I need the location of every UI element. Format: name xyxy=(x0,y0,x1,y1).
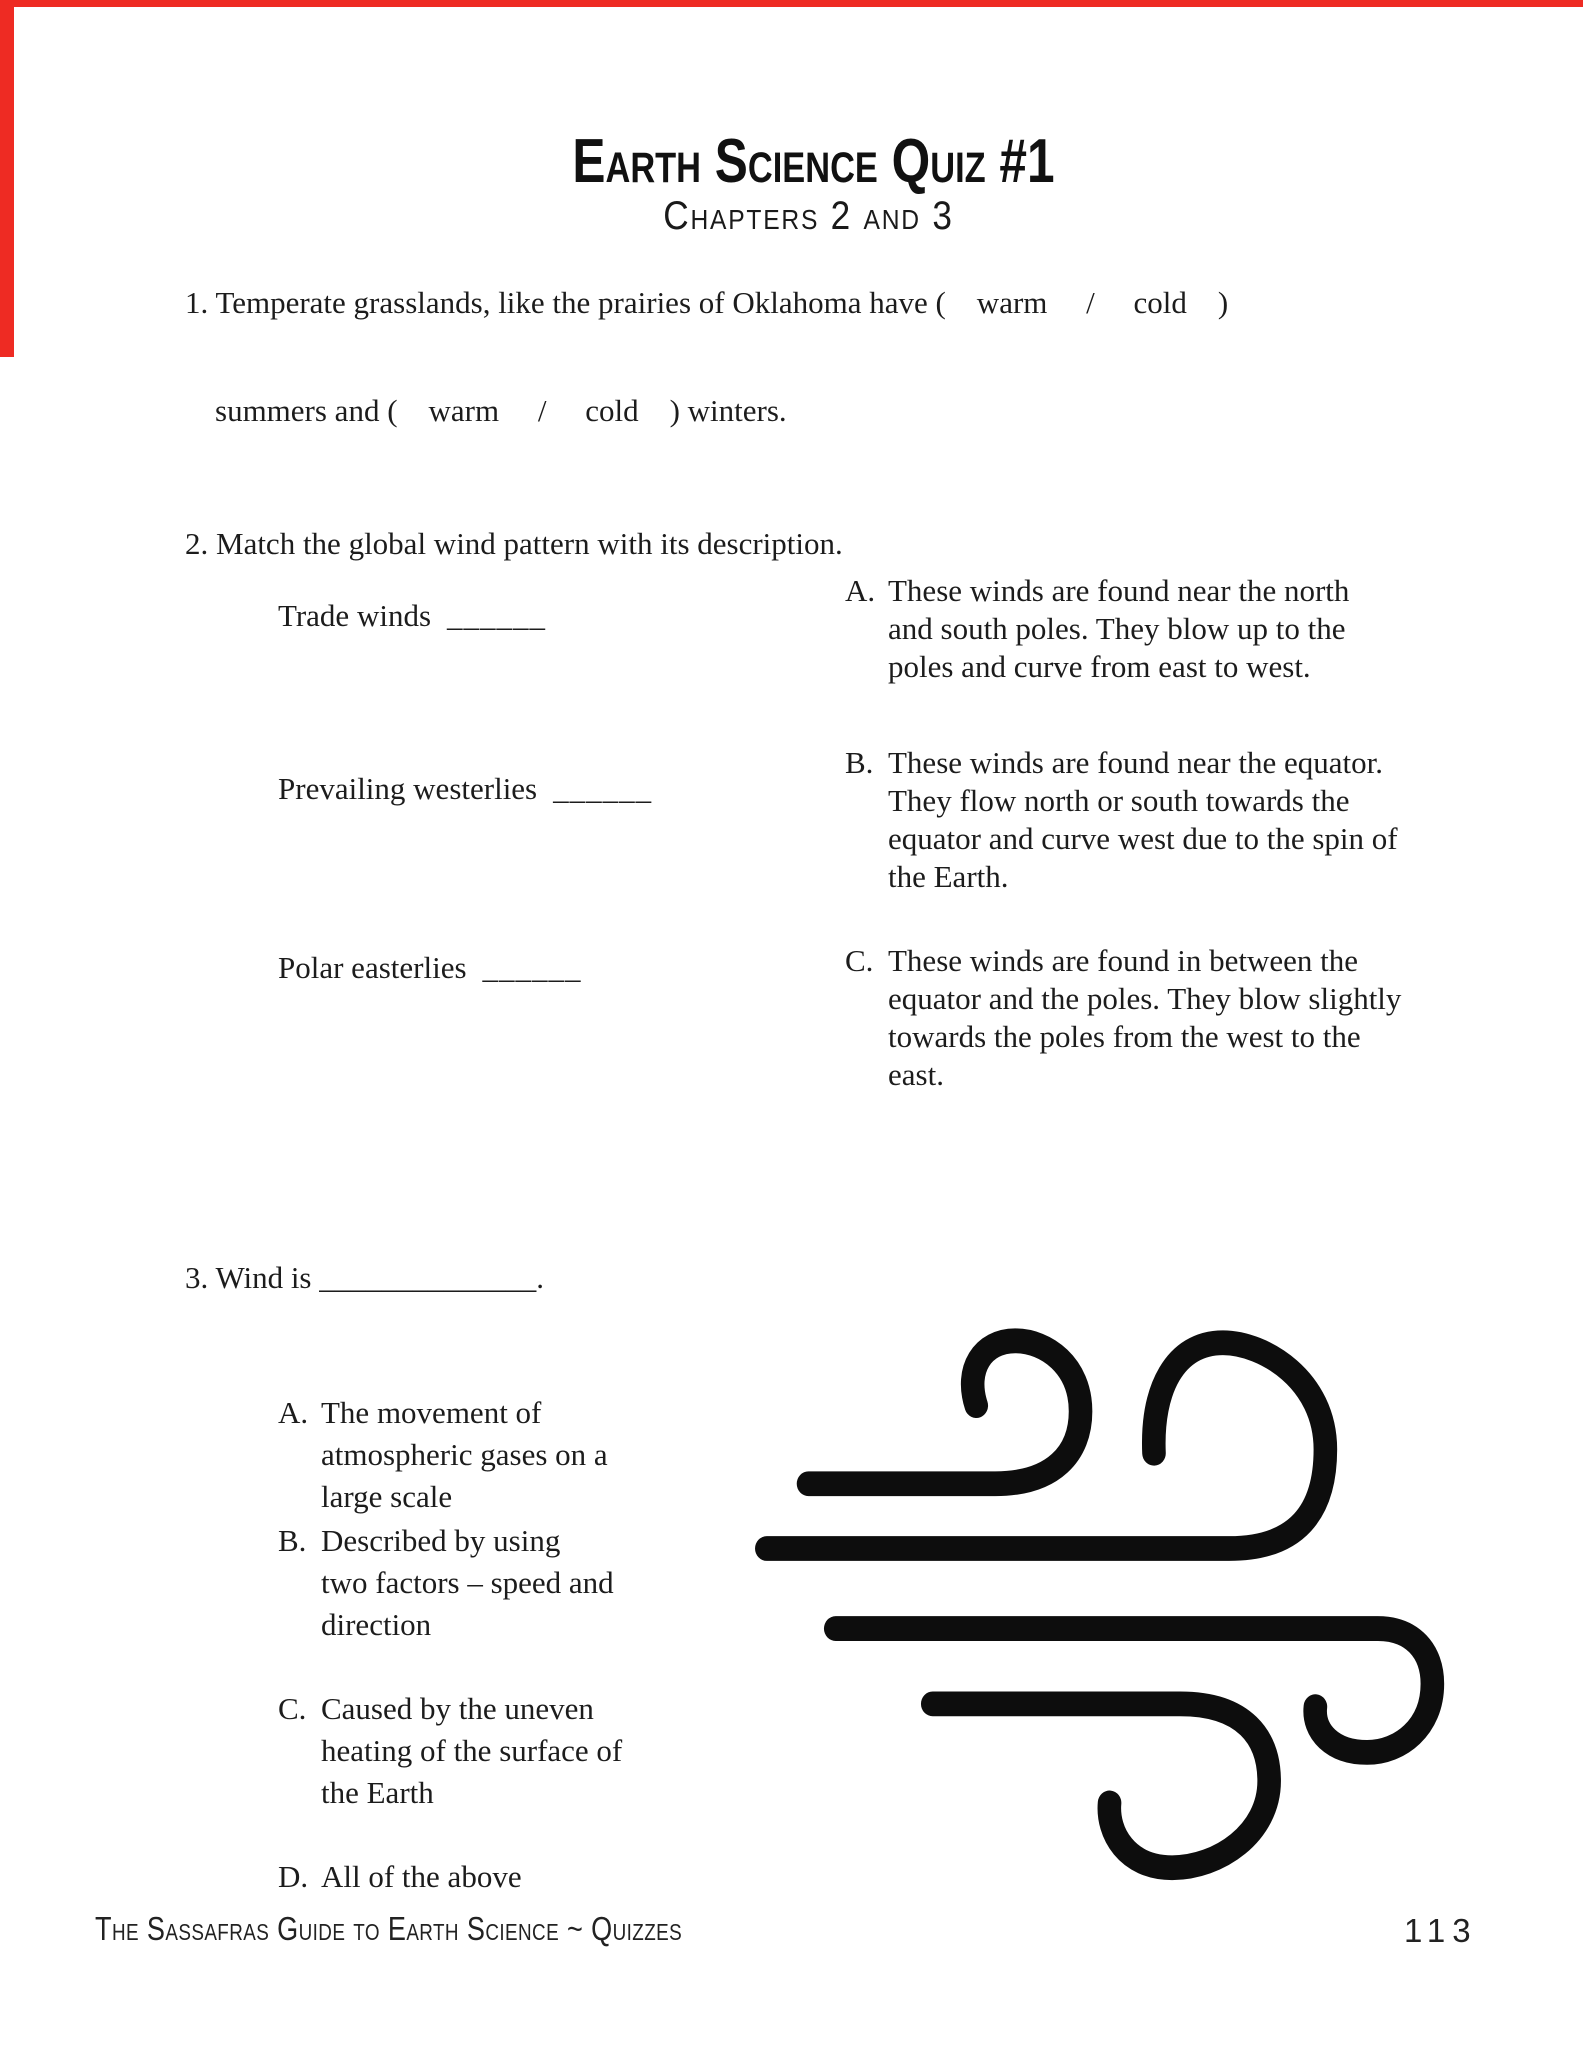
footer-book-title: The Sassafras Guide to Earth Science ~ Quizzes xyxy=(95,1910,683,1947)
q2-option-a xyxy=(845,572,1465,686)
question-1-line-1: 1. Temperate grasslands, like the prairies of Oklahoma have ( warm / cold ) xyxy=(185,285,1229,320)
page-subtitle: Chapters 2 and 3 xyxy=(663,194,954,238)
red-edge-top xyxy=(0,0,1583,7)
q3-option-b xyxy=(278,1520,818,1646)
wind-stroke-middle-right-curl xyxy=(836,1629,1433,1753)
red-edge-left xyxy=(0,0,14,357)
option-label: C. xyxy=(278,1691,307,1726)
option-text: These winds are found in between the equator and the poles. They blow slightly towards the poles from the west to the east. xyxy=(888,943,1402,1092)
option-text: Described by using two factors – speed and direction xyxy=(321,1523,614,1642)
q2-option-c xyxy=(845,942,1465,1094)
option-text: The movement of atmospheric gases on a large scale xyxy=(321,1395,608,1514)
option-text: These winds are found near the equator. They flow north or south towards the equator and curve west due to the spin of the Earth. xyxy=(888,745,1398,894)
page-title: Earth Science Quiz #1 xyxy=(572,127,1055,196)
wind-stroke-top-big-curl xyxy=(767,1343,1326,1549)
page-number: 113 xyxy=(1404,1912,1478,1949)
question-1-line-2: summers and ( warm / cold ) winters. xyxy=(215,393,787,428)
option-text: These winds are found near the north and south poles. They blow up to the poles and curve from east to west. xyxy=(888,573,1350,684)
option-text: All of the above xyxy=(321,1859,522,1894)
option-label: B. xyxy=(845,745,874,780)
option-label: C. xyxy=(845,943,874,978)
q3-option-d xyxy=(278,1856,818,1898)
wind-stroke-bottom-big-curl xyxy=(933,1704,1269,1868)
wind-gust-icon xyxy=(765,1337,1436,1882)
term-label: Polar easterlies xyxy=(278,950,467,985)
option-text: Caused by the uneven heating of the surface of the Earth xyxy=(321,1691,623,1810)
answer-blank: ______ xyxy=(447,598,547,633)
term-label: Trade winds xyxy=(278,598,432,633)
match-term-prevailing-westerlies xyxy=(278,769,652,809)
match-term-polar-easterlies xyxy=(278,948,582,988)
option-label: A. xyxy=(278,1395,309,1430)
q3-option-a xyxy=(278,1392,818,1518)
q2-option-b xyxy=(845,744,1465,896)
match-term-trade-winds xyxy=(278,596,546,636)
option-label: B. xyxy=(278,1523,307,1558)
answer-blank: ______ xyxy=(482,950,582,985)
question-3-prompt: 3. Wind is ______________. xyxy=(185,1260,544,1295)
question-2-prompt: 2. Match the global wind pattern with its description. xyxy=(185,526,843,561)
term-label: Prevailing westerlies xyxy=(278,771,538,806)
q3-option-c xyxy=(278,1688,818,1814)
option-label: A. xyxy=(845,573,876,608)
wind-stroke-top-small-curl xyxy=(809,1341,1081,1484)
answer-blank: ______ xyxy=(553,771,653,806)
option-label: D. xyxy=(278,1859,309,1894)
